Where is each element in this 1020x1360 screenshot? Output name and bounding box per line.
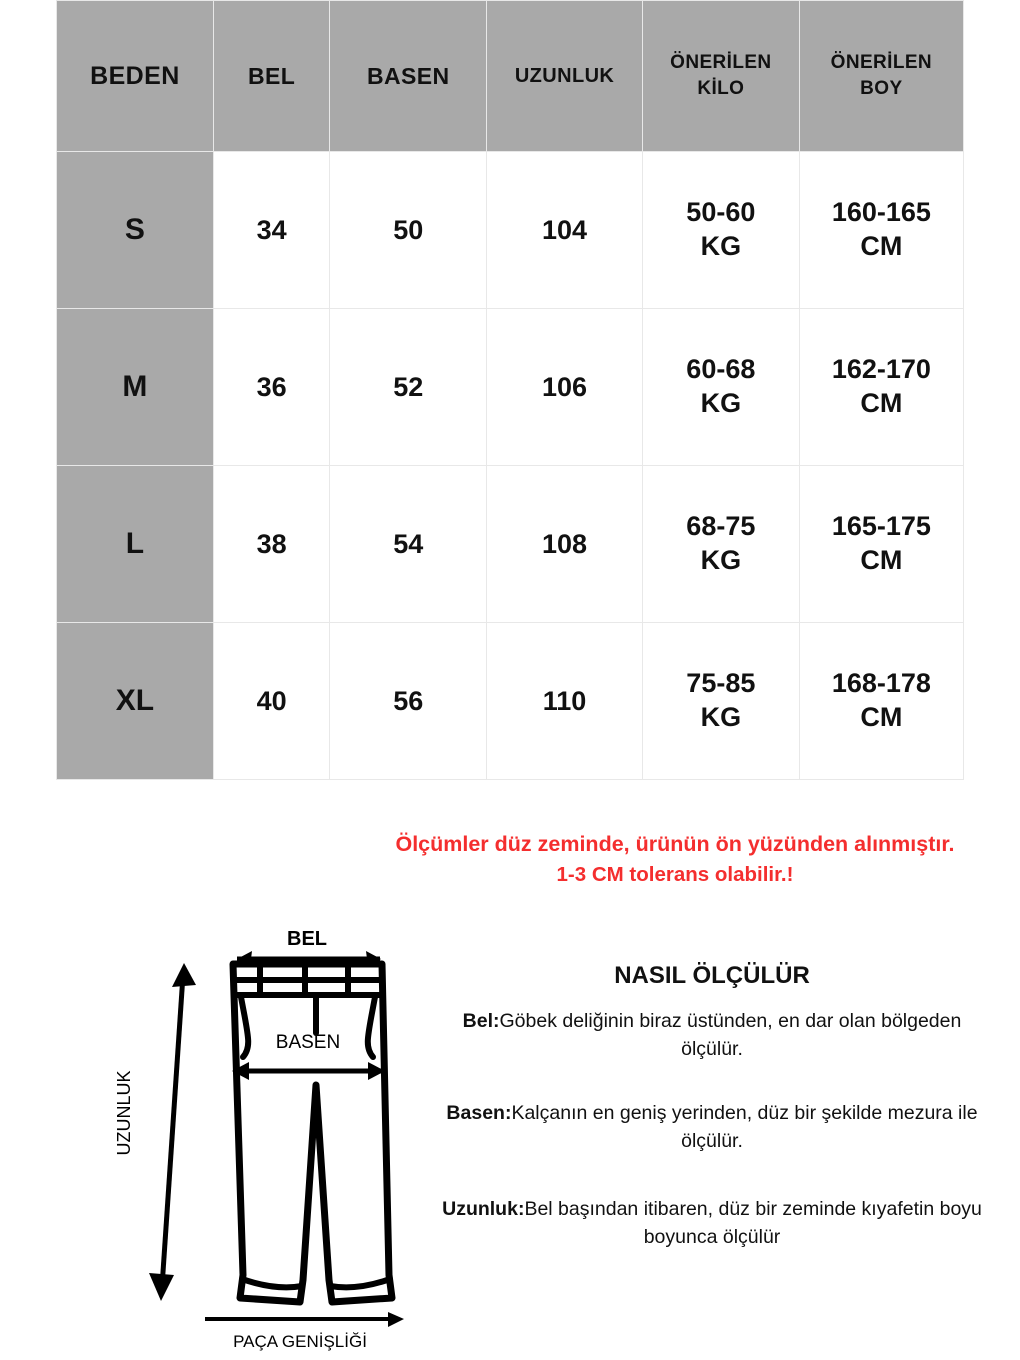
uzunluk-measure-arrow-icon (149, 963, 196, 1301)
cell-boy-unit: CM (860, 545, 903, 575)
cell-basen: 56 (330, 623, 487, 780)
how-term-basen: Basen: (446, 1102, 512, 1124)
column-header-boy-line2: BOY (860, 78, 903, 99)
table-row (57, 152, 964, 309)
cell-kilo-unit: KG (700, 545, 742, 575)
cell-onerilen-kilo (642, 623, 799, 780)
column-header-bel: BEL (213, 1, 330, 152)
pants-diagram-svg (100, 915, 440, 1355)
cell-uzunluk: 104 (487, 152, 643, 309)
cell-onerilen-boy (799, 623, 963, 780)
diagram-label-basen: BASEN (275, 1032, 341, 1053)
cell-kilo-value: 68-75 (686, 511, 756, 542)
cell-bel: 38 (213, 466, 330, 623)
diagram-label-paca-genisligi: PAÇA GENİŞLİĞİ (233, 1332, 367, 1351)
size-chart-table (56, 0, 964, 780)
cell-beden: L (57, 466, 214, 623)
cell-basen: 52 (330, 309, 487, 466)
diagram-label-bel: BEL (287, 928, 327, 950)
how-to-measure-basen (434, 1100, 990, 1155)
cell-onerilen-boy (799, 466, 963, 623)
column-header-boy-line1: ÖNERİLEN (830, 52, 933, 74)
pants-measurement-diagram (100, 915, 440, 1355)
cell-kilo-unit: KG (700, 231, 742, 261)
cell-bel: 36 (213, 309, 330, 466)
cell-beden: XL (57, 623, 214, 780)
cell-beden: M (57, 309, 214, 466)
column-header-uzunluk: UZUNLUK (487, 1, 643, 152)
how-term-bel: Bel: (462, 1010, 500, 1032)
cell-onerilen-boy (799, 152, 963, 309)
cell-onerilen-boy (799, 309, 963, 466)
basen-measure-arrow-icon (232, 1062, 385, 1080)
how-term-uzunluk: Uzunluk: (442, 1198, 525, 1220)
cell-boy-unit: CM (860, 702, 903, 732)
cell-kilo-value: 50-60 (686, 197, 756, 228)
measurement-warning (372, 830, 978, 890)
cell-uzunluk: 108 (487, 466, 643, 623)
cell-bel: 34 (213, 152, 330, 309)
cell-boy-unit: CM (860, 231, 903, 261)
column-header-onerilen-kilo (642, 1, 799, 152)
cell-basen: 50 (330, 152, 487, 309)
cell-uzunluk: 106 (487, 309, 643, 466)
table-header-row (57, 1, 964, 152)
cell-boy-value: 160-165 (831, 197, 931, 228)
warning-line-1: Ölçümler düz zeminde, ürünün ön yüzünden alınmıştır. (395, 832, 955, 856)
column-header-kilo-line1: ÖNERİLEN (670, 52, 772, 74)
column-header-onerilen-boy (799, 1, 963, 152)
cell-onerilen-kilo (642, 309, 799, 466)
cell-kilo-value: 60-68 (686, 354, 756, 385)
warning-line-2: 1-3 CM tolerans olabilir.! (556, 862, 794, 886)
cell-onerilen-kilo (642, 466, 799, 623)
column-header-kilo-line2: KİLO (697, 78, 745, 99)
cell-kilo-unit: KG (700, 388, 742, 418)
how-text-uzunluk: Bel başından itibaren, düz bir zeminde kıyafetin boyu boyunca ölçülür (524, 1198, 982, 1248)
table-row (57, 623, 964, 780)
how-text-bel: Göbek deliğinin biraz üstünden, en dar olan bölgeden ölçülür. (499, 1010, 962, 1060)
table-row (57, 309, 964, 466)
cell-boy-unit: CM (860, 388, 903, 418)
cell-boy-value: 168-178 (831, 668, 931, 699)
how-text-basen: Kalçanın en geniş yerinden, düz bir şekilde mezura ile ölçülür. (511, 1102, 978, 1152)
cell-bel: 40 (213, 623, 330, 780)
how-to-measure-bel (434, 1008, 990, 1063)
cell-kilo-unit: KG (700, 702, 742, 732)
pants-illustration-icon (233, 964, 392, 1302)
cell-boy-value: 162-170 (831, 354, 931, 385)
cell-basen: 54 (330, 466, 487, 623)
paca-measure-arrow-icon (205, 1312, 404, 1327)
cell-beden: S (57, 152, 214, 309)
column-header-basen: BASEN (330, 1, 487, 152)
column-header-beden: BEDEN (57, 1, 214, 152)
table-row (57, 466, 964, 623)
how-to-measure-title: NASIL ÖLÇÜLÜR (614, 962, 810, 989)
cell-uzunluk: 110 (487, 623, 643, 780)
diagram-label-uzunluk: UZUNLUK (114, 1070, 134, 1156)
cell-onerilen-kilo (642, 152, 799, 309)
cell-kilo-value: 75-85 (686, 668, 756, 699)
cell-boy-value: 165-175 (831, 511, 931, 542)
how-to-measure-uzunluk (434, 1196, 990, 1251)
